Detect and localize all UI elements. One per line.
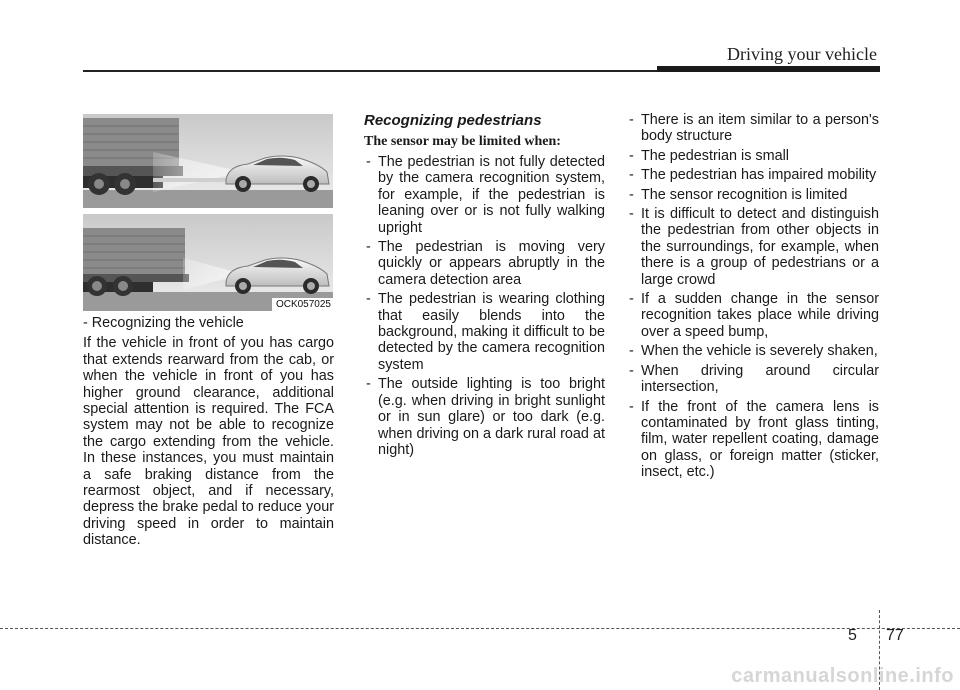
column-left [83, 315, 334, 549]
list-item: - When driving around circular intersection, [627, 363, 879, 396]
upper-scene [83, 114, 333, 208]
list-item: - The pedestrian is wearing clothing that easily blends into the background, making it difficult to be detected by the camera recognition system [364, 291, 605, 373]
list-item: - If the front of the camera lens is contaminated by front glass tinting, film, water repellent coating, damage on glass, or foreign matter (sticker, insect, etc.) [627, 399, 879, 481]
watermark-text: carmanualsonline.info [731, 665, 954, 687]
body-paragraph: If the vehicle in front of you has cargo that extends rearward from the cab, or when the vehicle in front of you has higher ground clearance, additional special attention is required. The FCA system may not be able to recognize the cargo extending from the vehicle. In these instances, you must maintain a safe braking distance from the rearmost object, and if necessary, depress the brake pedal to reduce your driving speed in order to maintain distance. [83, 335, 334, 549]
list-item: - It is difficult to detect and distinguish the pedestrian from other objects in the surroundings, for example, when there is a group of pedestrians or a large crowd [627, 206, 879, 288]
page-number: 77 [886, 627, 904, 644]
list-item: - When the vehicle is severely shaken, [627, 343, 879, 359]
limitation-list-continued [627, 112, 879, 481]
list-item: - The pedestrian is small [627, 148, 879, 164]
page-header-title: Driving your vehicle [727, 44, 877, 64]
list-item: - The sensor recognition is limited [627, 187, 879, 203]
figure-caption: - Recognizing the vehicle [83, 315, 244, 331]
list-item: - The pedestrian has impaired mobility [627, 167, 879, 183]
limitation-list [364, 154, 605, 458]
truck-car-illustration [83, 114, 333, 311]
footer-rule [0, 628, 960, 629]
list-item: - The pedestrian is moving very quickly or appears abruptly in the camera detection area [364, 239, 605, 288]
lower-scene [83, 214, 333, 311]
section-title: Recognizing pedestrians [364, 112, 542, 129]
list-item: - There is an item similar to a person's body structure [627, 112, 879, 145]
list-item: - The outside lighting is too bright (e.g. when driving in bright sunlight or in sun glare) or too dark (e.g. when driving on a dark rural road at night) [364, 376, 605, 458]
section-subtitle: The sensor may be limited when: [364, 134, 561, 149]
illustration-svg [83, 114, 333, 311]
chapter-number: 5 [848, 627, 857, 644]
column-middle [364, 112, 605, 461]
header-rule-accent [657, 66, 880, 72]
list-item: - The pedestrian is not fully detected by the camera recognition system, for example, if the pedestrian is leaning over or is not fully walking upright [364, 154, 605, 236]
column-right [627, 112, 879, 484]
list-item: - If a sudden change in the sensor recognition takes place while driving over a speed bump, [627, 291, 879, 340]
figure-code: OCK057025 [272, 298, 333, 311]
